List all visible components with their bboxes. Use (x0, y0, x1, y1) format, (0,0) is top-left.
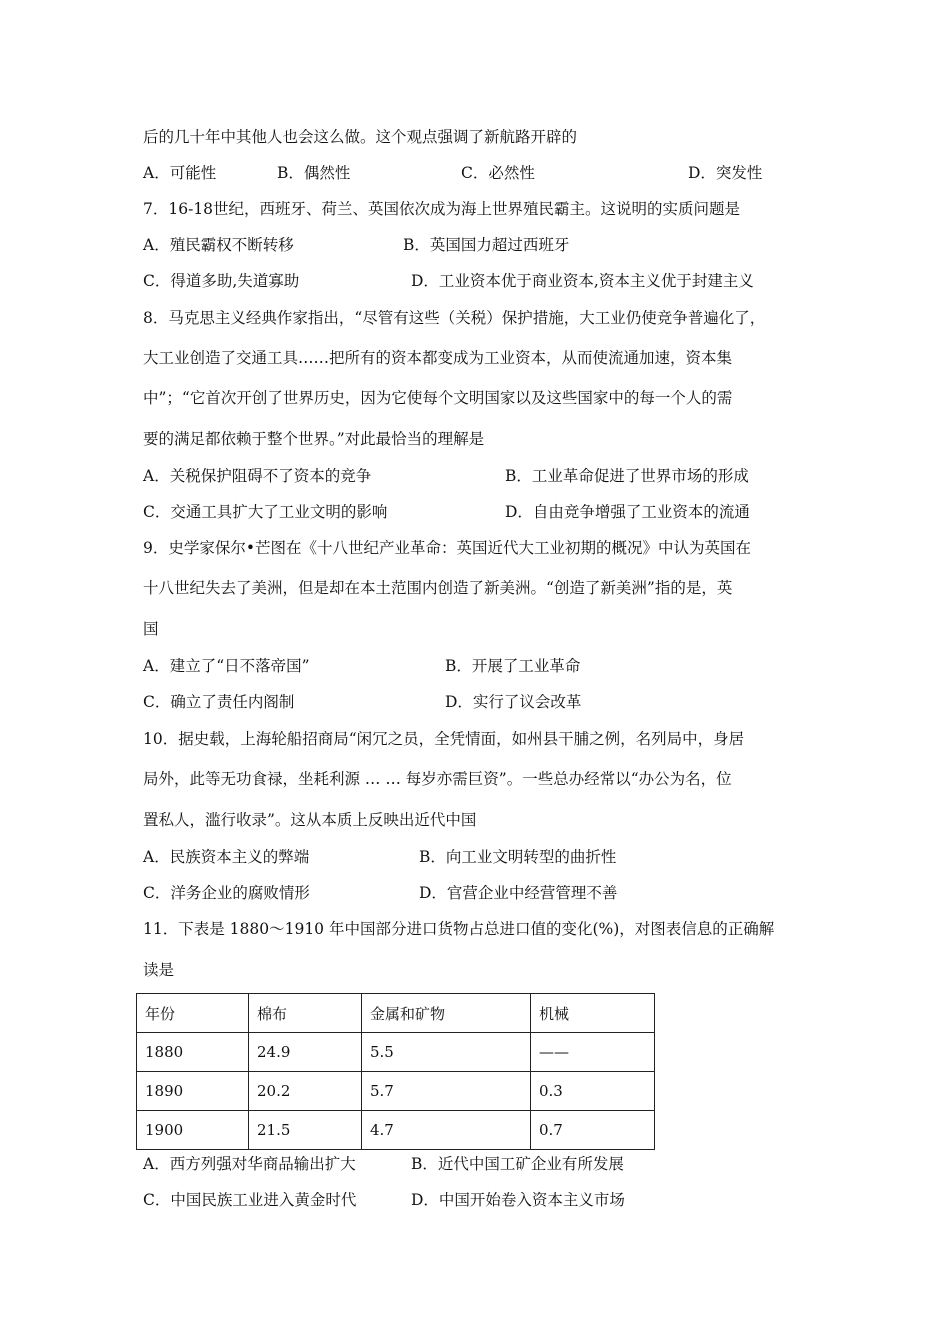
import-table (136, 993, 655, 1150)
q11-stem-line-2: 读是 (143, 961, 175, 979)
table-row (137, 1033, 655, 1072)
q10-option-a: A．民族资本主义的弊端 (143, 848, 310, 866)
q9-stem-line-2: 十八世纪失去了美洲，但是却在本土范围内创造了新美洲。“创造了新美洲”指的是，英 (143, 579, 733, 597)
q11-option-c: C．中国民族工业进入黄金时代 (143, 1191, 357, 1209)
q10-stem-line-1: 10．据史载，上海轮船招商局“闲冗之员，全凭情面，如州县干脯之例，名列局中，身居 (143, 730, 745, 748)
q10-option-b: B．向工业文明转型的曲折性 (419, 848, 617, 866)
table-cell: 1900 (137, 1111, 249, 1150)
q9-stem-line-1: 9．史学家保尔•芒图在《十八世纪产业革命：英国近代大工业初期的概况》中认为英国在 (143, 539, 752, 557)
q8-option-b: B．工业革命促进了世界市场的形成 (505, 467, 749, 485)
table-cell: 1890 (137, 1072, 249, 1111)
table-header-cell: 棉布 (249, 994, 362, 1033)
q7-option-b: B．英国国力超过西班牙 (403, 236, 570, 254)
table-cell: 1880 (137, 1033, 249, 1072)
table-header-cell: 金属和矿物 (362, 994, 531, 1033)
q8-stem-line-1: 8．马克思主义经典作家指出，“尽管有这些（关税）保护措施，大工业仍使竞争普遍化了， (143, 309, 766, 327)
q6-stem-tail: 后的几十年中其他人也会这么做。这个观点强调了新航路开辟的 (143, 128, 578, 146)
q8-option-d: D．自由竞争增强了工业资本的流通 (505, 503, 750, 521)
q7-option-d: D．工业资本优于商业资本,资本主义优于封建主义 (411, 272, 754, 290)
q8-stem-line-4: 要的满足都依赖于整个世界。”对此最恰当的理解是 (143, 430, 485, 448)
q8-stem-line-3: 中”；“它首次开创了世界历史，因为它使每个文明国家以及这些国家中的每一个人的需 (143, 389, 733, 407)
q11-option-d: D．中国开始卷入资本主义市场 (411, 1191, 625, 1209)
q6-option-c: C．必然性 (461, 164, 535, 182)
table-header-cell: 机械 (531, 994, 655, 1033)
table-cell: 24.9 (249, 1033, 362, 1072)
q10-stem-line-2: 局外，此等无功食禄，坐耗利源 … … 每岁亦需巨资”。一些总办经常以“办公为名，位 (143, 770, 732, 788)
table-cell: 0.3 (531, 1072, 655, 1111)
q9-option-c: C．确立了责任内阁制 (143, 693, 295, 711)
table-cell: 5.7 (362, 1072, 531, 1111)
q8-option-c: C．交通工具扩大了工业文明的影响 (143, 503, 388, 521)
q11-option-b: B．近代中国工矿企业有所发展 (411, 1155, 624, 1173)
q10-option-d: D．官营企业中经营管理不善 (419, 884, 618, 902)
q9-stem-line-3: 国 (143, 620, 159, 638)
q11-option-a: A．西方列强对华商品输出扩大 (143, 1155, 356, 1173)
table-cell: —— (531, 1033, 655, 1072)
table-row (137, 1072, 655, 1111)
q8-option-a: A．关税保护阻碍不了资本的竞争 (143, 467, 372, 485)
q6-option-d: D．突发性 (688, 164, 763, 182)
table-cell: 21.5 (249, 1111, 362, 1150)
table-cell: 4.7 (362, 1111, 531, 1150)
table-cell: 5.5 (362, 1033, 531, 1072)
q10-stem-line-3: 置私人，滥行收录”。这从本质上反映出近代中国 (143, 811, 477, 829)
q8-stem-line-2: 大工业创造了交通工具……把所有的资本都变成为工业资本，从而使流通加速，资本集 (143, 349, 733, 367)
q6-option-b: B．偶然性 (277, 164, 351, 182)
table-cell: 20.2 (249, 1072, 362, 1111)
q7-option-a: A．殖民霸权不断转移 (143, 236, 294, 254)
table-cell: 0.7 (531, 1111, 655, 1150)
table-row (137, 1111, 655, 1150)
q9-option-d: D．实行了议会改革 (445, 693, 582, 711)
table-header-row (137, 994, 655, 1033)
q9-option-b: B．开展了工业革命 (445, 657, 581, 675)
q10-option-c: C．洋务企业的腐败情形 (143, 884, 310, 902)
q6-option-a: A．可能性 (143, 164, 217, 182)
q11-stem-line-1: 11．下表是 1880～1910 年中国部分进口货物占总进口值的变化(%)，对图表信息的正确解 (143, 920, 775, 938)
q7-stem: 7．16-18世纪，西班牙、荷兰、英国依次成为海上世界殖民霸主。这说明的实质问题是 (143, 200, 741, 218)
q7-option-c: C．得道多助,失道寡助 (143, 272, 300, 290)
q9-option-a: A．建立了“日不落帝国” (143, 657, 310, 675)
table-header-cell: 年份 (137, 994, 249, 1033)
